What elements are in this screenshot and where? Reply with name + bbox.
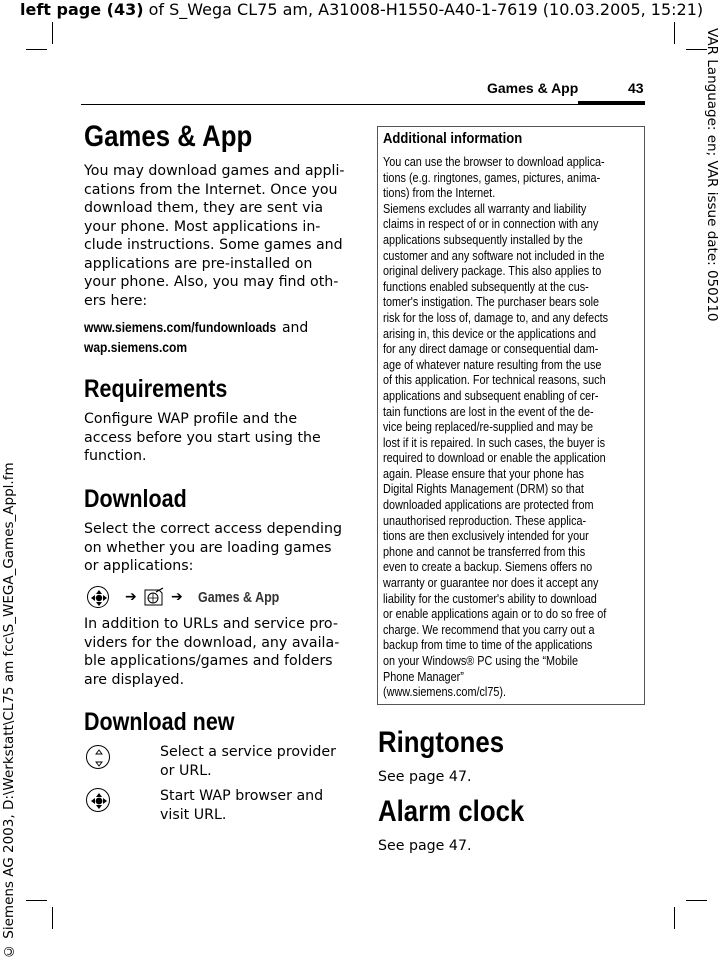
navigation-key-press-icon: [86, 788, 110, 812]
page-number: 43: [628, 80, 644, 96]
page-title: Games & App: [84, 120, 253, 153]
internet-globe-icon: [142, 586, 166, 608]
path-arrow: ➔: [125, 589, 137, 605]
download-new-heading: Download new: [84, 708, 235, 736]
alarm-clock-heading: Alarm clock: [378, 795, 525, 828]
print-header-rest: of S_Wega CL75 am, A31008-H1550-A40-1-7619 (10.03.2005, 15:21): [143, 0, 704, 19]
link-wap-siemens[interactable]: wap.siemens.com: [84, 339, 188, 355]
header-rule-accent: [578, 101, 645, 105]
alarm-clock-page-ref[interactable]: See page 47.: [378, 838, 472, 854]
navigation-key-icon: [86, 745, 110, 769]
ringtones-heading: Ringtones: [378, 726, 505, 759]
additional-info-title: Additional information: [383, 131, 523, 147]
requirements-heading: Requirements: [84, 375, 228, 403]
download-heading: Download: [84, 485, 187, 513]
download-text: Select the correct access depending on whether you are loading games or applications:: [84, 521, 342, 574]
var-language-note: VAR Language: en; VAR issue date: 050210: [704, 28, 720, 322]
copyright-path-note: © Siemens AG 2003, D:\Werkstatt\CL75 am fcc\S_WEGA_Games_Appl.fm: [1, 462, 17, 959]
download-new-row-1-text: Select a service provider or URL.: [160, 744, 336, 779]
menu-path-label: Games & App: [198, 590, 280, 606]
header-rule: [81, 104, 645, 105]
ringtones-page-ref[interactable]: See page 47.: [378, 769, 472, 785]
link-fundownloads[interactable]: www.siemens.com/fundownloads: [84, 319, 277, 335]
print-header-bold: left page (43): [20, 0, 144, 19]
download-after-text: In addition to URLs and service pro- viders for the download, any availa- ble applications/games and folders are displayed.: [84, 616, 340, 688]
intro-paragraph: You may download games and appli- cations from the Internet. Once you download them, they are sent via your phone. Most applications in- clude instructions. Some games and applications are pre-installed on your phone. Also, you may find oth- ers here:: [84, 163, 345, 309]
running-header-title: Games & App: [487, 80, 579, 96]
additional-info-text: You can use the browser to download applica- tions (e.g. ringtones, games, pictures, anima- tions) from the Internet. Siemens excludes all warranty and liability claims in respect of or in connection with any applications subsequently installed by the customer and any software not included in the original delivery package. This also applies to functions enabled subsequently at the cus- tomer's instigation. The purchaser bears sole risk for the loss of, damage to, and any defects arising in, this device or the applications and for any direct damage or consequential dam- age of whatever nature resulting from the use of this application. For technical reasons, such applications and subsequent enabling of cer- tain functions are lost in the event of the de- vice being replaced/re-supplied and may be lost if it is repaired. In such cases, the buyer is required to download or enable the application again. Please ensure that your phone has Digital Rights Management (DRM) so that downloaded applications are protected from unauthorised reproduction. These applica- tions are then exclusively intended for your phone and cannot be transferred from this even to create a backup. Siemens offers no warranty or guarantee nor does it accept any liability for the customer's ability to download or enable applications again or to do so free of charge. We recommend that you carry out a backup from time to time of the applications on your Windows® PC using the “Mobile Phone Manager” (www.siemens.com/cl75).: [383, 154, 609, 700]
requirements-text: Configure WAP profile and the access before you start using the function.: [84, 411, 321, 464]
print-header: [20, 0, 703, 19]
download-links: www.siemens.com/fundownloads and wap.siemens.com: [84, 319, 309, 355]
navigation-key-press-icon: [87, 586, 109, 608]
path-arrow: ➔: [171, 589, 183, 605]
download-new-row-2-text: Start WAP browser and visit URL.: [160, 788, 324, 823]
